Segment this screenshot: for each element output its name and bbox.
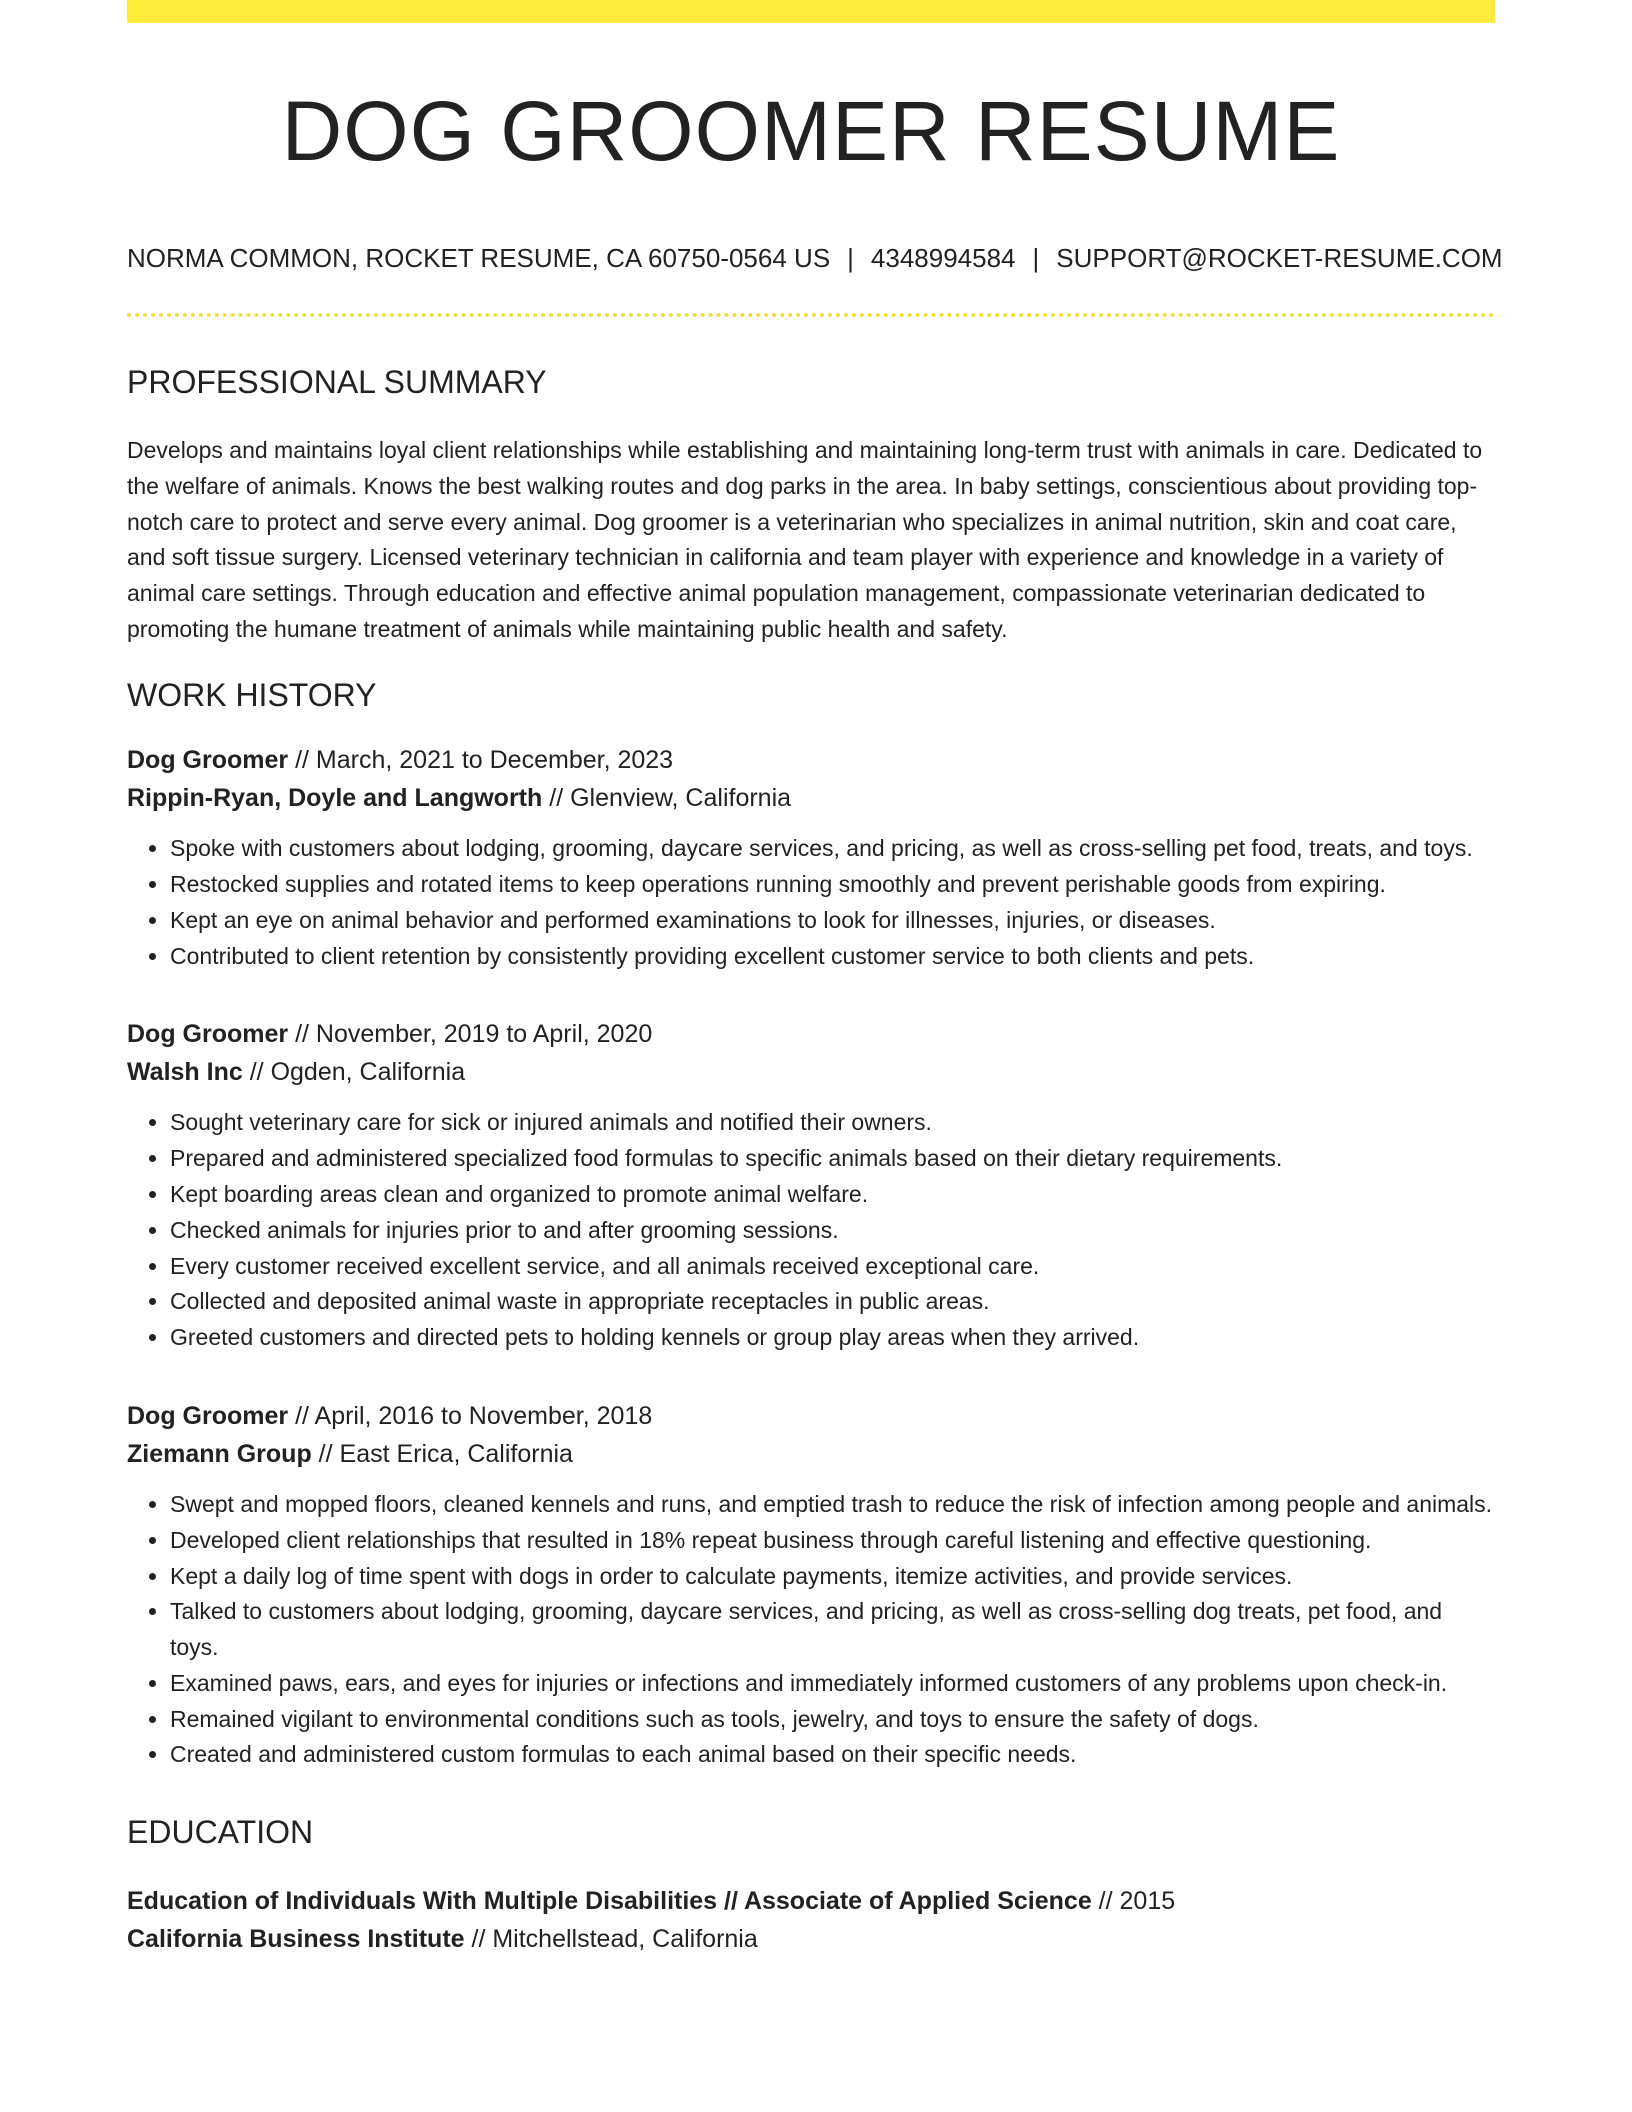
field-separator: // [288,1020,316,1049]
bullet-item: • Kept boarding areas clean and organized to promote animal welfare. [170,1177,1495,1213]
job-bullets [127,1487,1495,1773]
field-separator: // [288,1401,315,1430]
bullet-item: • Examined paws, ears, and eyes for injuries or infections and immediately informed customers of any problems upon check-in. [170,1666,1495,1702]
contact-separator: | [1032,243,1040,274]
job-role-line [127,1397,1495,1435]
summary-text: Develops and maintains loyal client relationships while establishing and maintaining long-term trust with animals in care. Dedicated to the welfare of animals. Knows the best walking routes and dog parks in the area. In baby settings, conscientious about providing top-notch care to protect and serve every animal. Dog groomer is a veterinarian who specializes in animal nutrition, skin and coat care, and soft tissue surgery. Licensed veterinary technician in california and team player with experience and knowledge in a variety of animal care settings. Through education and effective animal population management, compassionate veterinarian dedicated to promoting the humane treatment of animals while maintaining public health and safety. [127,436,1483,642]
job-entry [127,1397,1495,1773]
job-bullets [127,1105,1495,1356]
job-company-line [127,779,1495,817]
education-heading: EDUCATION [127,1814,314,1851]
field-separator: // [311,1439,340,1468]
field-separator: // [464,1924,493,1953]
field-separator: // [1091,1886,1120,1915]
contact-address: NORMA COMMON, ROCKET RESUME, CA 60750-0564 US [127,243,831,274]
job-dates: April, 2016 to November, 2018 [314,1401,653,1430]
bullet-item: • Kept an eye on animal behavior and performed examinations to look for illnesses, injuries, or diseases. [170,903,1495,939]
bullet-item: • Every customer received excellent service, and all animals received exceptional care. [170,1249,1495,1285]
bullet-item: • Remained vigilant to environmental conditions such as tools, jewelry, and toys to ensure the safety of dogs. [170,1702,1495,1738]
bullet-item: • Checked animals for injuries prior to and after grooming sessions. [170,1213,1495,1249]
job-role-line [127,741,1495,779]
job-company: Ziemann Group [127,1439,312,1468]
job-location: Ogden, California [270,1058,466,1087]
job-role-line [127,1015,1495,1053]
top-accent-bar [127,0,1495,23]
bullet-item: • Talked to customers about lodging, grooming, daycare services, and pricing, as well as cross-selling dog treats, pet food, and toys. [170,1594,1495,1666]
job-role: Dog Groomer [127,1020,289,1049]
job-company-line [127,1435,1495,1473]
bullet-item: • Prepared and administered specialized food formulas to specific animals based on their dietary requirements. [170,1141,1495,1177]
education-school: California Business Institute [127,1924,465,1953]
resume-title: DOG GROOMER RESUME [281,84,1341,178]
bullet-item: • Sought veterinary care for sick or injured animals and notified their owners. [170,1105,1495,1141]
education-program: Education of Individuals With Multiple Disabilities // Associate of Applied Science [127,1886,1092,1915]
bullet-item: • Developed client relationships that resulted in 18% repeat business through careful listening and effective questioning. [170,1523,1495,1559]
job-entry [127,741,1495,974]
bullet-item: • Created and administered custom formulas to each animal based on their specific needs. [170,1737,1495,1773]
job-dates: March, 2021 to December, 2023 [315,746,674,775]
bullet-item: • Swept and mopped floors, cleaned kennels and runs, and emptied trash to reduce the risk of infection among people and animals. [170,1487,1495,1523]
education-school-line [127,1920,1495,1958]
bullet-item: • Collected and deposited animal waste in appropriate receptacles in public areas. [170,1284,1495,1320]
job-company: Rippin-Ryan, Doyle and Langworth [127,784,543,813]
resume-page [127,0,1503,1958]
work-history-heading: WORK HISTORY [127,676,377,713]
job-role: Dog Groomer [127,746,289,775]
bullet-item: • Greeted customers and directed pets to holding kennels or group play areas when they arrived. [170,1320,1495,1356]
job-company: Walsh Inc [127,1058,243,1087]
contact-line [127,243,1503,274]
contact-separator: | [847,243,854,274]
job-company-line [127,1053,1495,1091]
field-separator: // [288,746,316,775]
job-location: East Erica, California [339,1439,573,1468]
field-separator: // [242,1058,271,1087]
job-entry [127,1015,1495,1356]
dotted-divider [127,313,1495,317]
education-location: Mitchellstead, California [492,1924,758,1953]
summary-heading: PROFESSIONAL SUMMARY [127,363,547,400]
bullet-item: • Restocked supplies and rotated items to keep operations running smoothly and prevent perishable goods from expiring. [170,867,1495,903]
job-bullets [127,831,1495,974]
job-role: Dog Groomer [127,1401,289,1430]
contact-email: SUPPORT@ROCKET-RESUME.COM [1056,243,1503,274]
contact-phone: 4348994584 [870,243,1016,274]
job-dates: November, 2019 to April, 2020 [315,1020,653,1049]
field-separator: // [542,784,571,813]
bullet-item: • Spoke with customers about lodging, grooming, daycare services, and pricing, as well as cross-selling pet food, treats, and toys. [170,831,1495,867]
education-program-line [127,1882,1495,1920]
bullet-item: • Kept a daily log of time spent with dogs in order to calculate payments, itemize activities, and provide services. [170,1559,1495,1595]
education-entry [127,1882,1495,1958]
bullet-item: • Contributed to client retention by consistently providing excellent customer service to both clients and pets. [170,939,1495,975]
job-location: Glenview, California [570,784,792,813]
education-year: 2015 [1119,1886,1176,1915]
